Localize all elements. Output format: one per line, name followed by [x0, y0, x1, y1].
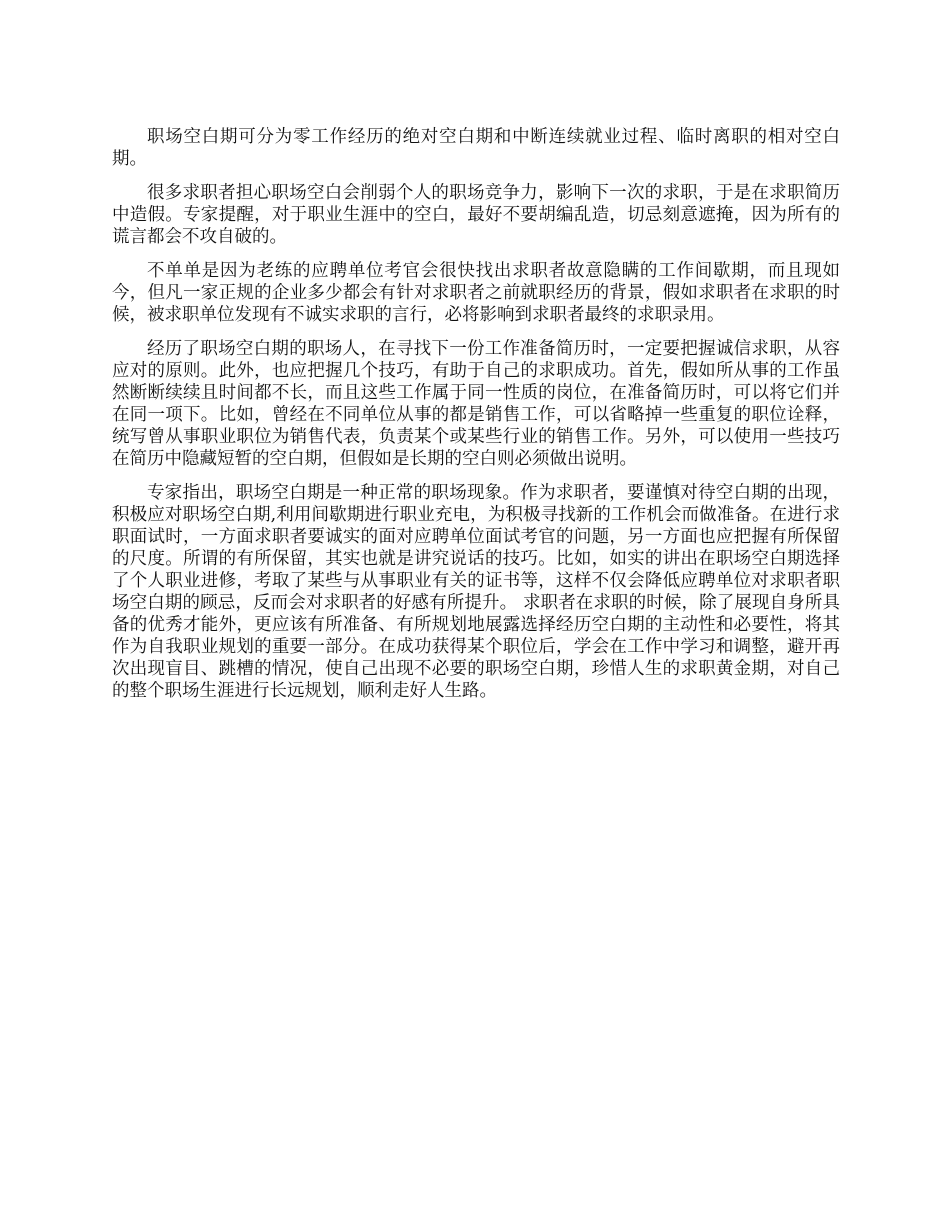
paragraph-3: 不单单是因为老练的应聘单位考官会很快找出求职者故意隐瞒的工作间歇期，而且现如今，但凡一家正规的企业多少都会有针对求职者之前就职经历的背景，假如求职者在求职的时候，被求职单位发现有不诚实求职的言行，必将影响到求职者最终的求职录用。	[112, 261, 840, 325]
paragraph-2: 很多求职者担心职场空白会削弱个人的职场竞争力，影响下一次的求职，于是在求职简历中造假。专家提醒，对于职业生涯中的空白，最好不要胡编乱造，切忌刻意遮掩，因为所有的谎言都会不攻自破的。	[112, 183, 840, 247]
paragraph-4: 经历了职场空白期的职场人，在寻找下一份工作准备简历时，一定要把握诚信求职，从容应对的原则。此外，也应把握几个技巧，有助于自己的求职成功。首先，假如所从事的工作虽然断断续续且时间都不长，而且这些工作属于同一性质的岗位，在准备简历时，可以将它们并在同一项下。比如，曾经在不同单位从事的都是销售工作，可以省略掉一些重复的职位诠释，统写曾从事职业职位为销售代表，负责某个或某些行业的销售工作。另外，可以使用一些技巧在简历中隐藏短暂的空白期，但假如是长期的空白则必须做出说明。	[112, 339, 840, 469]
paragraph-5: 专家指出，职场空白期是一种正常的职场现象。作为求职者，要谨慎对待空白期的出现，积极应对职场空白期,利用间歇期进行职业充电，为积极寻找新的工作机会而做准备。在进行求职面试时，一方面求职者要诚实的面对应聘单位面试考官的问题，另一方面也应把握有所保留的尺度。所谓的有所保留，其实也就是讲究说话的技巧。比如，如实的讲出在职场空白期选择了个人职业进修，考取了某些与从事职业有关的证书等，这样不仅会降低应聘单位对求职者职场空白期的顾忌，反而会对求职者的好感有所提升。 求职者在求职的时候，除了展现自身所具备的优秀才能外，更应该有所准备、有所规划地展露选择经历空白期的主动性和必要性，将其作为自我职业规划的重要一部分。在成功获得某个职位后，学会在工作中学习和调整，避开再次出现盲目、跳槽的情况，使自己出现不必要的职场空白期，珍惜人生的求职黄金期，对自己的整个职场生涯进行长远规划，顺利走好人生路。	[112, 483, 840, 701]
article-body	[112, 126, 840, 714]
paragraph-1: 职场空白期可分为零工作经历的绝对空白期和中断连续就业过程、临时离职的相对空白期。	[112, 127, 840, 169]
